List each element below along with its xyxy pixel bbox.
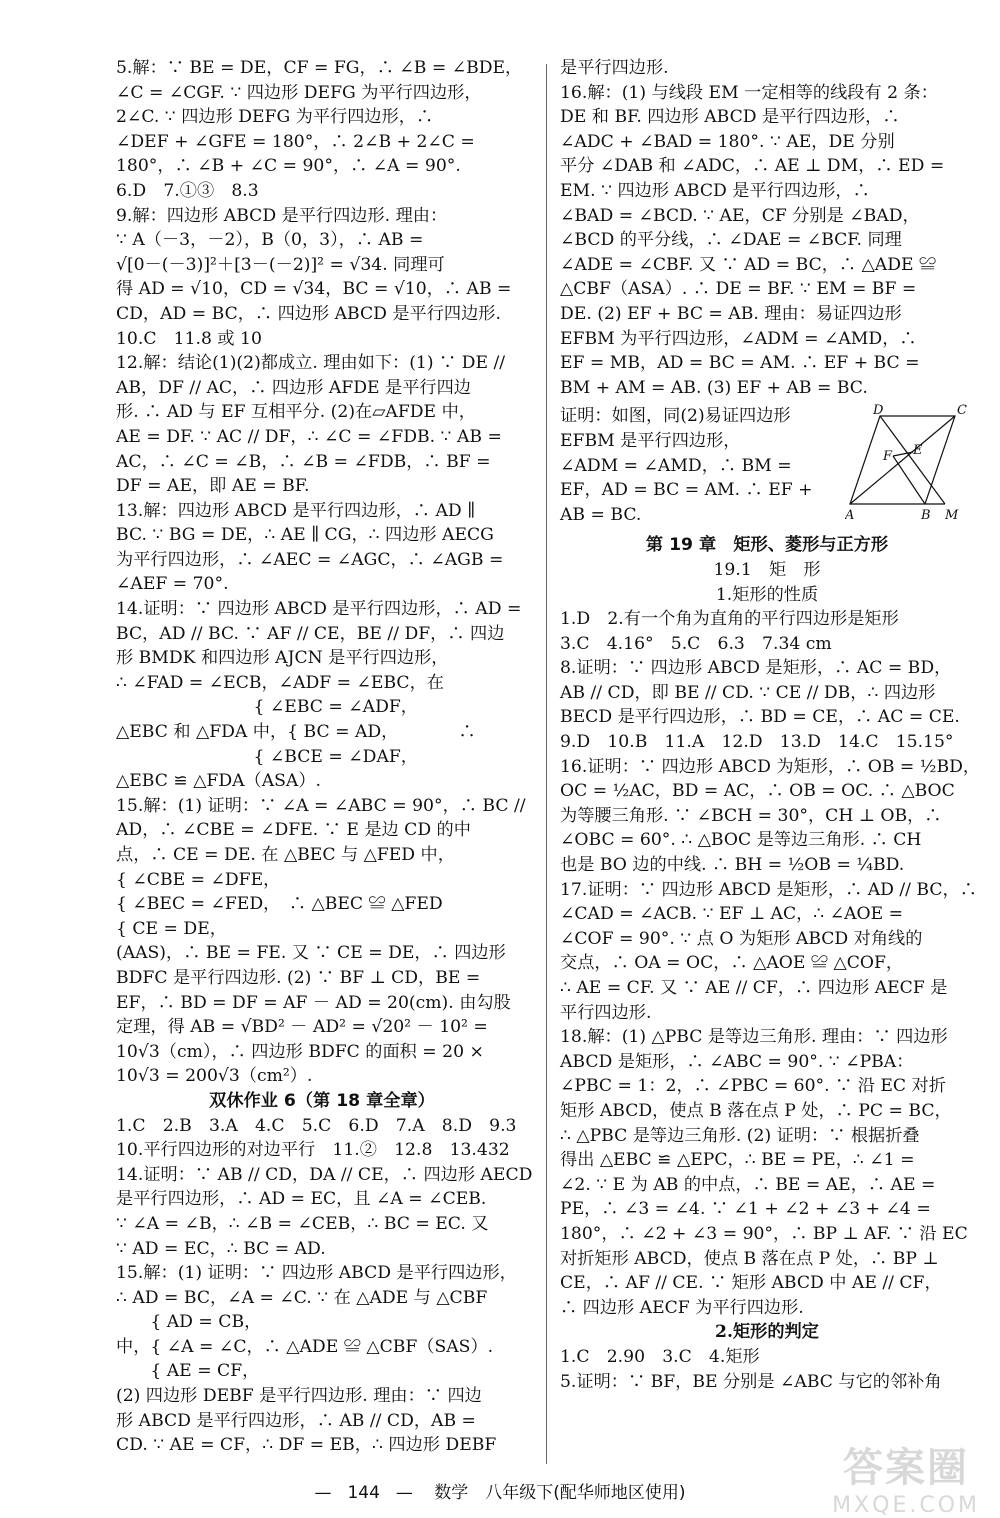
right-answer-block bbox=[560, 56, 974, 400]
answer-line: ∵ ∠A = ∠B，∴ ∠B = ∠CEB，∴ BC = EC. 又 bbox=[116, 1213, 489, 1234]
label-e: E bbox=[913, 443, 923, 459]
answer-line: BECD 是平行四边形，∴ BD = CE，∴ AC = CE. bbox=[560, 707, 960, 728]
answer-line: 1.C 2.90 3.C 4.矩形 bbox=[560, 1346, 760, 1367]
answer-line: (AAS)，∴ BE = FE. 又 ∵ CE = DE，∴ 四边形 bbox=[116, 943, 506, 964]
answer-line: 10√3（cm），∴ 四边形 BDFC 的面积 = 20 × bbox=[116, 1041, 484, 1062]
answer-line: ∠CAD = ∠ACB. ∵ EF ⊥ AC，∴ ∠AOE = bbox=[560, 904, 904, 925]
figure-proof-line: AB = BC. bbox=[560, 504, 642, 525]
left-column bbox=[116, 56, 533, 1458]
answer-line: ∴ ∠FAD = ∠ECB，∠ADF = ∠EBC，在 bbox=[116, 672, 444, 693]
answer-line: { ∠BEC = ∠FED， ∴ △BEC ≌ △FED bbox=[116, 894, 443, 915]
answer-line: △CBF（ASA）. ∴ DE = BF. ∵ EM = BF = bbox=[560, 279, 917, 300]
label-a: A bbox=[845, 508, 855, 524]
right-answer-block-2 bbox=[560, 607, 981, 1320]
answer-line: 16.解：(1) 与线段 EM 一定相等的线段有 2 条： bbox=[560, 82, 938, 103]
answer-line: ∠OBC = 60°. ∴ △BOC 是等边三角形. ∴ CH bbox=[560, 830, 922, 851]
answer-line: 9.D 10.B 11.A 12.D 13.D 14.C 15.15° bbox=[560, 732, 954, 753]
answer-line: 是平行四边形，∴ AD = EC，且 ∠A = ∠CEB. bbox=[116, 1189, 487, 1210]
label-b: B bbox=[921, 508, 931, 524]
section-title-rectangle: 19.1 矩 形 bbox=[713, 559, 821, 580]
footer-subject: 数学 八年级下(配华师地区使用) bbox=[434, 1483, 686, 1503]
figure-proof-line: ∠ADM = ∠AMD，∴ BM = bbox=[560, 455, 792, 476]
subsection-properties: 1.矩形的性质 bbox=[715, 584, 819, 605]
answer-line: AC，∴ ∠C = ∠B，∴ ∠B = ∠FDB，∴ BF = bbox=[116, 451, 491, 472]
answer-line: 8.证明：∵ 四边形 ABCD 是矩形，∴ AC = BD， bbox=[560, 658, 952, 679]
answer-line: 对折矩形 ABCD，使点 B 落在点 P 处，∴ BP ⊥ bbox=[560, 1248, 939, 1269]
answer-line: √[0－(－3)]²＋[3－(－2)]² = √34. 同理可 bbox=[116, 254, 445, 275]
watermark-url: MXQE.COM bbox=[832, 1493, 980, 1518]
answer-line: 交点，∴ OA = OC，∴ △AOE ≌ △COF， bbox=[560, 953, 904, 974]
answer-line: 点，∴ CE = DE. 在 △BEC 与 △FED 中， bbox=[116, 845, 455, 865]
answer-line: ∠COF = 90°. ∵ 点 O 为矩形 ABCD 对角线的 bbox=[560, 928, 923, 949]
answer-line: 180°，∴ ∠B + ∠C = 90°，∴ ∠A = 90°. bbox=[116, 156, 461, 177]
answer-line: 矩形 ABCD，使点 B 落在点 P 处，∴ PC = BC， bbox=[560, 1100, 952, 1121]
watermark bbox=[832, 1436, 980, 1518]
segment-bf bbox=[893, 456, 925, 504]
answer-line: ∠BCD 的平分线，∴ ∠DAE = ∠BCF. 同理 bbox=[560, 230, 902, 251]
answer-line: ABCD 是矩形，∴ ∠ABC = 90°. ∵ ∠PBA： bbox=[560, 1051, 914, 1072]
answer-line: AD，∴ ∠CBE = ∠DFE. ∵ E 是边 CD 的中 bbox=[116, 820, 471, 841]
answer-line: 5.证明：∵ BF，BE 分别是 ∠ABC 与它的邻补角 bbox=[560, 1371, 942, 1392]
answer-line: 得 AD = √10，CD = √34，BC = √10，∴ AB = bbox=[116, 279, 512, 300]
answer-line: 平分 ∠DAB 和 ∠ADC，∴ AE ⊥ DM，∴ ED = bbox=[560, 156, 945, 177]
answer-line: CD，AD = BC，∴ 四边形 ABCD 是平行四边形. bbox=[116, 303, 501, 324]
diagonal-ac bbox=[850, 416, 955, 504]
answer-line: { ∠EBC = ∠ADF， bbox=[116, 697, 418, 718]
right-column bbox=[560, 56, 981, 1394]
answer-line: 15.解：(1) 证明：∵ ∠A = ∠ABC = 90°，∴ BC // bbox=[116, 795, 526, 816]
answer-line: PE，∴ ∠3 = ∠4. ∵ ∠1 + ∠2 + ∠3 + ∠4 = bbox=[560, 1199, 931, 1220]
answer-line: EFBM 为平行四边形，∠ADM = ∠AMD，∴ bbox=[560, 328, 917, 349]
answer-line: 14.证明：∵ AB // CD，DA // CE，∴ 四边形 AECD bbox=[116, 1164, 533, 1185]
answer-line: ∴ 四边形 AECF 为平行四边形. bbox=[560, 1297, 804, 1318]
answer-line: ∠C = ∠CGF. ∵ 四边形 DEFG 为平行四边形， bbox=[116, 82, 482, 103]
answer-line: { AD = CB， bbox=[116, 1312, 262, 1333]
answer-line: BDFC 是平行四边形. (2) ∵ BF ⊥ CD，BE = bbox=[116, 967, 481, 988]
answer-line: ∠BAD = ∠BCD. ∵ AE，CF 分别是 ∠BAD， bbox=[560, 205, 920, 226]
answer-line: 14.证明：∵ 四边形 ABCD 是平行四边形，∴ AD = bbox=[116, 599, 522, 620]
figure-proof-text bbox=[560, 404, 830, 527]
answer-line: 是平行四边形. bbox=[560, 58, 669, 78]
figure-block bbox=[560, 404, 974, 527]
answer-line: CE，∴ AF // CE. ∵ 矩形 ABCD 中 AE // CF， bbox=[560, 1273, 942, 1294]
watermark-text: 答案圈 bbox=[843, 1445, 970, 1491]
answer-line: 17.证明：∵ 四边形 ABCD 是矩形，∴ AD // BC，∴ bbox=[560, 879, 977, 900]
answer-line: ∠2. ∵ E 为 AB 的中点，∴ BE = AE，∴ AE = bbox=[560, 1174, 936, 1195]
answer-line: ∠ADC + ∠BAD = 180°. ∵ AE，DE 分别 bbox=[560, 131, 895, 152]
answer-line: BM + AM = AB. (3) EF + AB = BC. bbox=[560, 377, 868, 398]
right-answer-block-3 bbox=[560, 1345, 974, 1394]
answer-line: △EBC 和 △FDA 中，{ BC = AD， ∴ bbox=[116, 722, 476, 743]
answer-line: 得出 △EBC ≌ △EPC，∴ BE = PE，∴ ∠1 = bbox=[560, 1150, 915, 1171]
section-title-weekend-homework: 双休作业 6（第 18 章全章） bbox=[209, 1090, 435, 1111]
answer-line: 2∠C. ∵ 四边形 DEFG 为平行四边形，∴ bbox=[116, 107, 434, 128]
answer-line: ∴ AD = BC，∠A = ∠C. ∵ 在 △ADE 与 △CBF bbox=[116, 1287, 488, 1308]
answer-line: { CE = DE， bbox=[116, 918, 227, 939]
page-footer: — 144 — 数学 八年级下(配华师地区使用) bbox=[314, 1483, 686, 1503]
answer-line: BC. ∵ BG = DE，∴ AE ∥ CG，∴ 四边形 AECG bbox=[116, 525, 494, 546]
answer-line: ∴ △PBC 是等边三角形. (2) 证明：∵ 根据折叠 bbox=[560, 1125, 920, 1146]
answer-line: { AE = CF， bbox=[116, 1361, 260, 1382]
answer-line: DE 和 BF. 四边形 ABCD 是平行四边形，∴ bbox=[560, 107, 900, 128]
answer-line: 3.C 4.16° 5.C 6.3 7.34 cm bbox=[560, 633, 832, 654]
answer-line: 为等腰三角形. ∵ ∠BCH = 30°，CH ⊥ OB，∴ bbox=[560, 805, 942, 826]
answer-line: ∵ AD = EC，∴ BC = AD. bbox=[116, 1238, 326, 1259]
answer-line: ∴ AE = CF. 又 ∵ AE // CF，∴ 四边形 AECF 是 bbox=[560, 978, 948, 998]
answer-line: 定理，得 AB = √BD² － AD² = √20² － 10² = bbox=[116, 1017, 488, 1038]
answer-line: ∠AEF = 70°. bbox=[116, 574, 229, 595]
answer-line: EM. ∵ 四边形 ABCD 是平行四边形，∴ bbox=[560, 180, 870, 201]
answer-line: 形. ∴ AD 与 EF 互相平分. (2)在▱AFDE 中， bbox=[116, 402, 476, 423]
parallelogram-figure bbox=[845, 404, 975, 524]
answer-line: 15.解：(1) 证明：∵ 四边形 ABCD 是平行四边形， bbox=[116, 1263, 517, 1284]
answer-line: ∠DEF + ∠GFE = 180°，∴ 2∠B + 2∠C = bbox=[116, 131, 475, 152]
answer-line: (2) 四边形 DEBF 是平行四边形. 理由：∵ 四边 bbox=[116, 1386, 482, 1407]
answer-line: 6.D 7.①③ 8.3 bbox=[116, 180, 259, 201]
label-c: C bbox=[957, 404, 967, 419]
answer-line: 1.D 2.有一个角为直角的平行四边形是矩形 bbox=[560, 609, 899, 630]
label-m: M bbox=[945, 508, 959, 524]
answer-line: 平行四边形. bbox=[560, 1002, 652, 1023]
answer-line: DE. (2) EF + BC = AB. 理由：易证四边形 bbox=[560, 303, 902, 324]
column-divider bbox=[546, 64, 547, 1464]
answer-line: 5.解：∵ BE = DE，CF = FG，∴ ∠B = ∠BDE， bbox=[116, 58, 523, 78]
answer-line: 也是 BO 边的中线. ∴ BH = ½OB = ¼BD. bbox=[560, 855, 905, 876]
left-answer-block bbox=[116, 56, 528, 1089]
answer-line: 9.解：四边形 ABCD 是平行四边形. 理由： bbox=[116, 205, 448, 226]
answer-line: AB // CD，即 BE // CD. ∵ CE // DB，∴ 四边形 bbox=[560, 682, 936, 703]
answer-line: CD. ∵ AE = CF，∴ DF = EB，∴ 四边形 DEBF bbox=[116, 1435, 497, 1456]
answer-line: AE = DF. ∵ AC // DF，∴ ∠C = ∠FDB. ∵ AB = bbox=[116, 426, 502, 447]
answer-line: EF，∴ BD = DF = AF － AD = 20(cm). 由勾股 bbox=[116, 992, 511, 1013]
answer-line: 13.解：四边形 ABCD 是平行四边形，∴ AD ∥ bbox=[116, 500, 476, 521]
figure-proof-line: 证明：如图，同(2)易证四边形 bbox=[560, 406, 791, 427]
figure-proof-line: EF，AD = BC = AM. ∴ EF + bbox=[560, 480, 813, 501]
answer-line: 1.C 2.B 3.A 4.C 5.C 6.D 7.A 8.D 9.3 bbox=[116, 1115, 517, 1136]
answer-line: DF = AE，即 AE = BF. bbox=[116, 476, 310, 497]
answer-line: 180°，∴ ∠2 + ∠3 = 90°，∴ BP ⊥ AF. ∵ 沿 EC bbox=[560, 1223, 968, 1244]
chapter-title: 第 19 章 矩形、菱形与正方形 bbox=[645, 535, 889, 556]
answer-line: 10.平行四边形的对边平行 11.② 12.8 13.432 bbox=[116, 1140, 510, 1161]
answer-line: BC，AD // BC. ∵ AF // CE，BE // DF，∴ 四边 bbox=[116, 623, 505, 644]
answer-line: 形 BMDK 和四边形 AJCN 是平行四边形， bbox=[116, 648, 449, 669]
answer-line: { ∠CBE = ∠DFE， bbox=[116, 869, 281, 890]
answer-line: AB，DF // AC，∴ 四边形 AFDE 是平行四边 bbox=[116, 377, 471, 398]
page-number: 144 bbox=[347, 1483, 380, 1503]
answer-line: { ∠BCE = ∠DAF， bbox=[116, 746, 418, 767]
answer-line: 形 ABCD 是平行四边形，∴ AB // CD，AB = bbox=[116, 1410, 476, 1431]
figure-proof-line: EFBM 是平行四边形， bbox=[560, 430, 741, 451]
answer-line: 10√3 = 200√3（cm²）. bbox=[116, 1066, 313, 1087]
answer-line: 10.C 11.8 或 10 bbox=[116, 328, 262, 349]
answer-line: 18.解：(1) △PBC 是等边三角形. 理由：∵ 四边形 bbox=[560, 1027, 948, 1048]
label-d: D bbox=[873, 404, 884, 419]
answer-line: 16.证明：∵ 四边形 ABCD 为矩形，∴ OB = ½BD， bbox=[560, 756, 981, 777]
answer-line: EF = MB，AD = BC = AM. ∴ EF + BC = bbox=[560, 353, 920, 374]
left-answer-block-2 bbox=[116, 1114, 533, 1458]
answer-line: 为平行四边形，∴ ∠AEC = ∠AGC，∴ ∠AGB = bbox=[116, 549, 504, 570]
answer-line: 中，{ ∠A = ∠C，∴ △ADE ≌ △CBF（SAS）. bbox=[116, 1336, 494, 1357]
answer-line: ∠PBC = 1：2，∴ ∠PBC = 60°. ∵ 沿 EC 对折 bbox=[560, 1076, 946, 1097]
answer-line: ∵ A（－3，－2），B（0，3），∴ AB = bbox=[116, 230, 424, 251]
subsection-determination: 2.矩形的判定 bbox=[715, 1322, 819, 1343]
label-f: F bbox=[883, 449, 893, 465]
answer-line: OC = ½AC，BD = AC，∴ OB = OC. ∴ △BOC bbox=[560, 781, 955, 802]
answer-line: 12.解：结论(1)(2)都成立. 理由如下：(1) ∵ DE // bbox=[116, 353, 506, 374]
answer-line: △EBC ≌ △FDA（ASA）. bbox=[116, 771, 321, 792]
answer-line: ∠ADE = ∠CBF. 又 ∵ AD = BC，∴ △ADE ≌ bbox=[560, 254, 937, 275]
